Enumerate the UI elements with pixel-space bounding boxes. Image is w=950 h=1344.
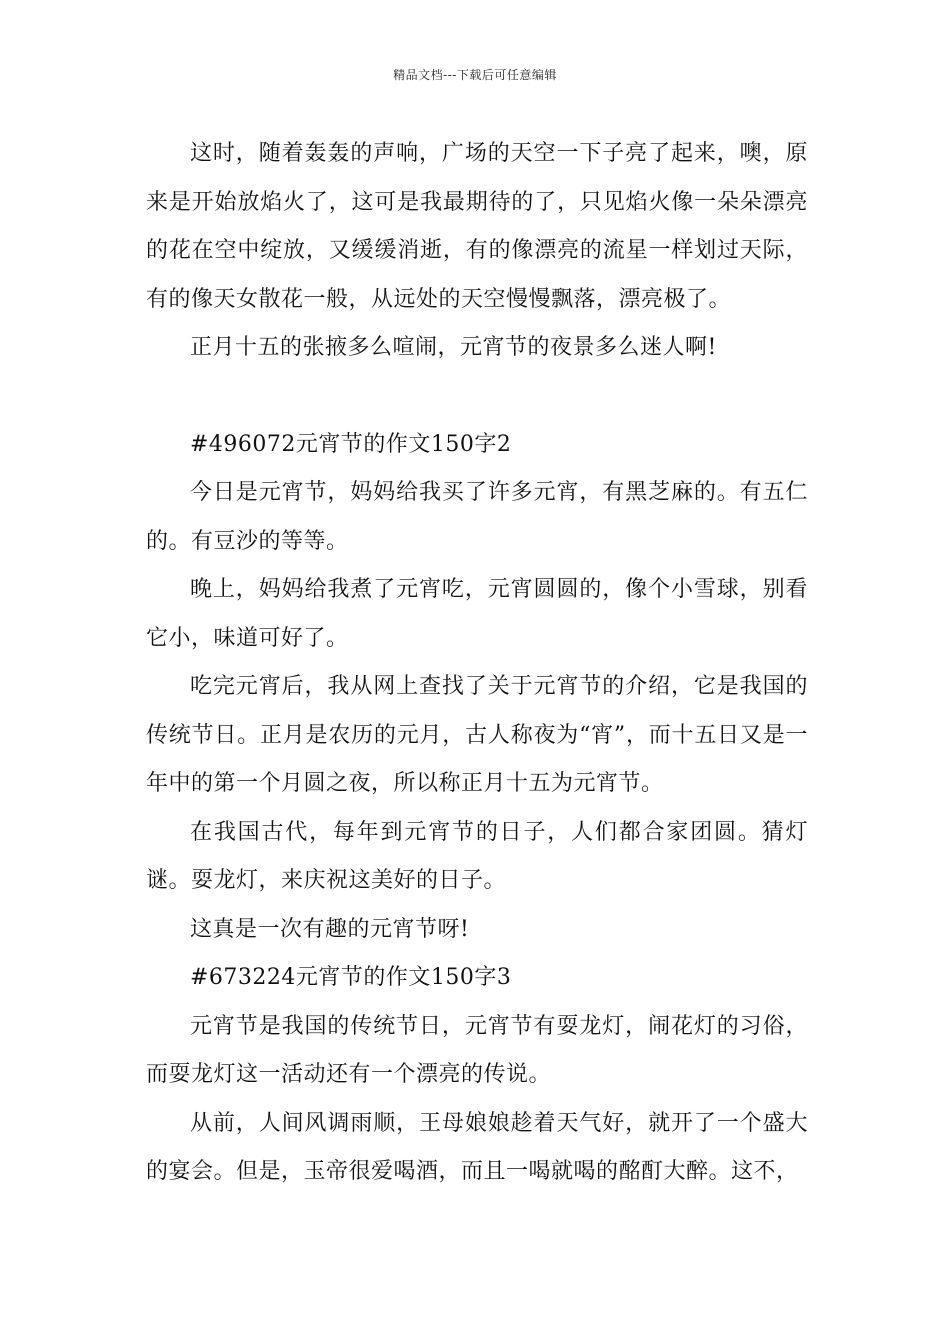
- paragraph: 这真是一次有趣的元宵节呀!: [190, 916, 470, 942]
- paragraph: 今日是元宵节，妈妈给我买了许多元宵，有黑芝麻的。有五仁的。有豆沙的等等。: [146, 480, 808, 554]
- blank-line: [146, 373, 808, 421]
- paragraph: 这时，随着轰轰的声响，广场的天空一下子亮了起来，噢，原来是开始放焰火了，这可是我最期待的了，只见焰火像一朵朵漂亮的花在空中绽放，又缓缓消逝，有的像漂亮的流星一样划过天际，有的像天女散花一般，从远处的天空慢慢飘落，漂亮极了。: [146, 141, 808, 312]
- paragraph: 从前，人间风调雨顺，王母娘娘趁着天气好，就开了一个盛大的宴会。但是，玉帝很爱喝酒，而且一喝就喝的酩酊大醉。这不，: [146, 1110, 808, 1184]
- document-body: [146, 130, 808, 1197]
- paragraph: 在我国古代，每年到元宵节的日子，人们都合家团圆。猜灯谜。耍龙灯，来庆祝这美好的日子。: [146, 819, 808, 893]
- paragraph: 晚上，妈妈给我煮了元宵吃，元宵圆圆的，像个小雪球，别看它小，味道可好了。: [146, 577, 808, 651]
- page-header: 精品文档---下载后可任意编辑: [393, 68, 557, 82]
- paragraph: 元宵节是我国的传统节日，元宵节有耍龙灯，闹花灯的习俗，而耍龙灯这一活动还有一个漂亮的传说。: [146, 1013, 808, 1087]
- section-heading: #496072元宵节的作文150字2: [190, 431, 512, 457]
- section-heading: #673224元宵节的作文150字3: [190, 965, 512, 990]
- paragraph: 吃完元宵后，我从网上查找了关于元宵节的介绍，它是我国的传统节日。正月是农历的元月，古人称夜为“宵”，而十五日又是一年中的第一个月圆之夜，所以称正月十五为元宵节。: [146, 674, 808, 796]
- paragraph: 正月十五的张掖多么喧闹，元宵节的夜景多么迷人啊!: [190, 335, 717, 360]
